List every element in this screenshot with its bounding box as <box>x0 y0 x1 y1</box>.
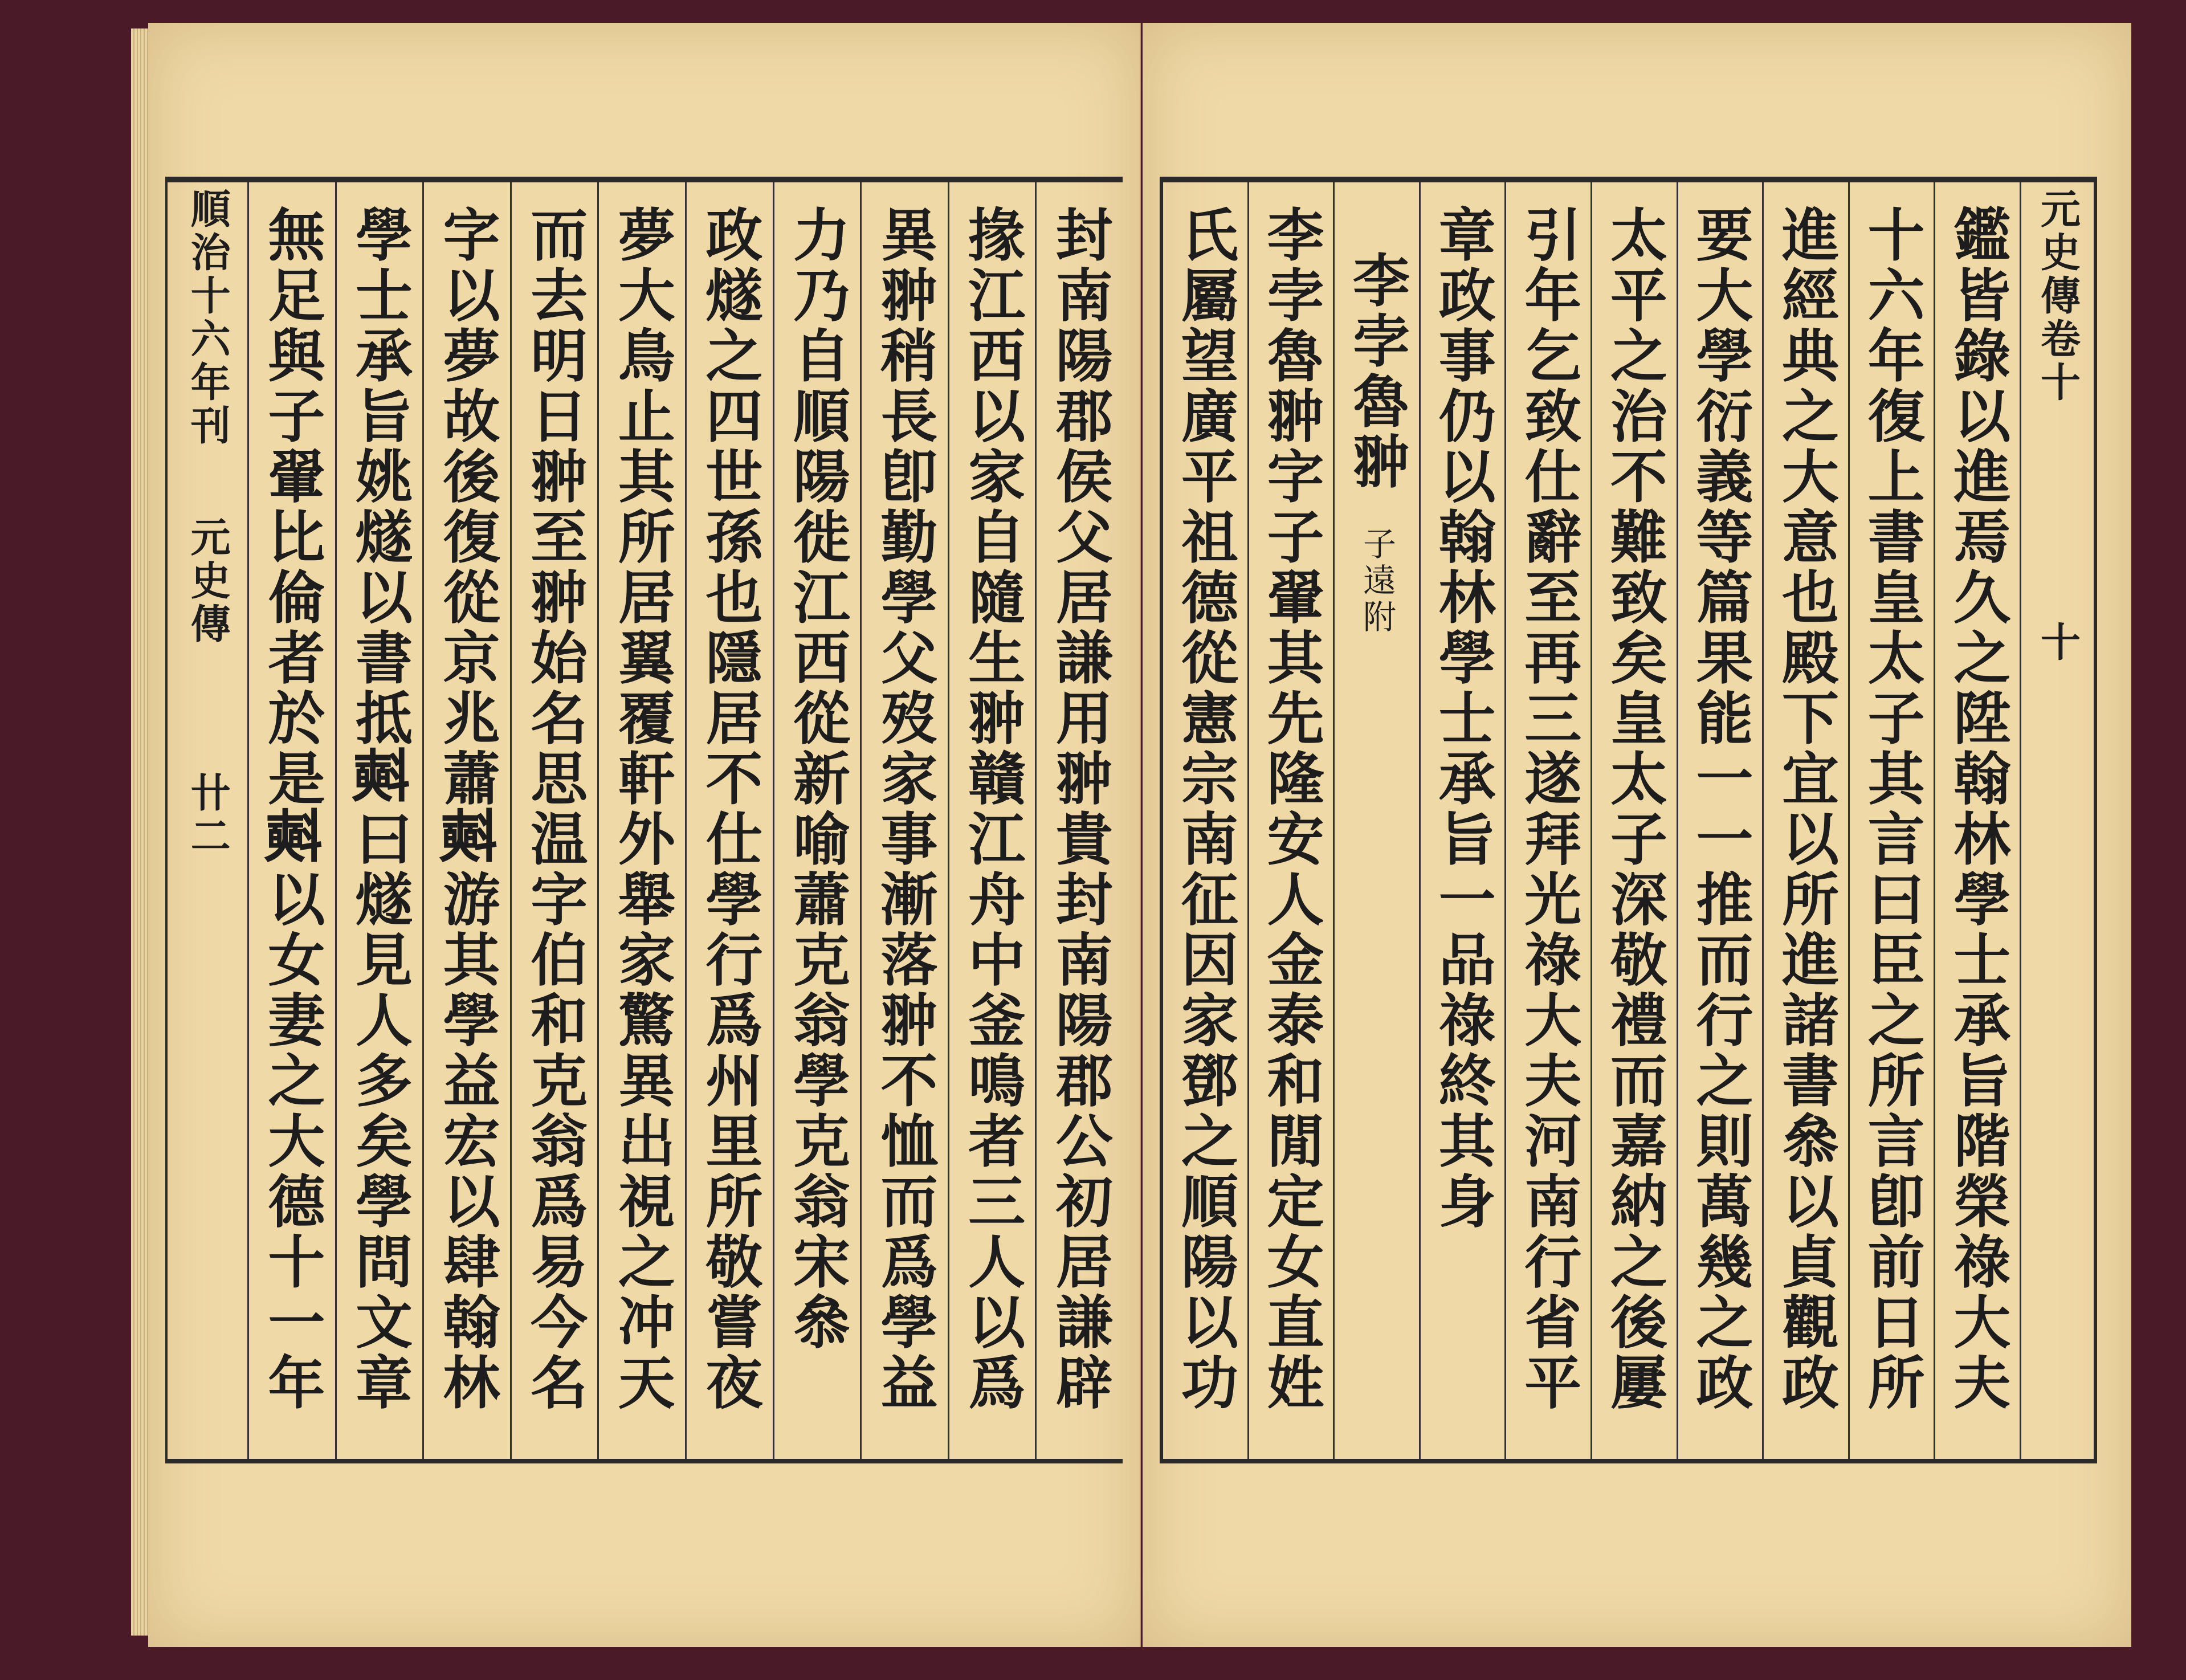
left-col-9: 學士承旨姚燧以書抵𣂏曰燧見人多矣學問文章 <box>335 182 423 1459</box>
left-text-frame <box>165 177 1123 1463</box>
left-col-4: 力乃自順陽徙江西從新喻蕭克翁學克翁宋叅 <box>773 182 860 1459</box>
left-margin-strip <box>168 182 247 1459</box>
right-col-10: 氏屬望廣平祖德從憲宗南征因家鄧之順陽以功 <box>1171 205 1239 1413</box>
left-col-10: 無足與子翬比倫者於是𣂏以女妻之大德十一年 <box>247 182 335 1459</box>
right-col-4: 要大學衍義等篇果能一一推而行之則萬幾之政 <box>1677 182 1763 1459</box>
biography-heading: 李孛魯翀 <box>1343 251 1411 492</box>
right-col-3: 進經典之大意也殿下宜以所進諸書叅以貞觀政 <box>1762 182 1848 1459</box>
left-page-number: 卄二 <box>184 772 232 858</box>
left-page <box>148 23 1141 1647</box>
right-page <box>1143 23 2131 1647</box>
edition-mark: 順治十六年刊 <box>184 188 232 448</box>
right-col-6: 引年乞致仕辭至再三遂拜光祿大夫河南行省平 <box>1504 182 1590 1459</box>
left-col-6: 夢大鳥止其所居翼覆軒外舉家驚異出視之冲天 <box>597 182 685 1459</box>
right-col-heading <box>1333 182 1419 1459</box>
right-col-7: 章政事仍以翰林學士承旨一品祿終其身 <box>1419 182 1505 1459</box>
right-page-number: 十 <box>2034 621 2082 664</box>
right-col-9: 李孛魯翀字子翬其先隆安人金泰和閒定女直姓 <box>1247 182 1333 1459</box>
right-col-5: 太平之治不難致矣皇太子深敬禮而嘉納之後屢 <box>1590 182 1677 1459</box>
right-margin-title: 元史傳卷十 <box>2034 188 2082 405</box>
right-col-2: 十六年復上書皇太子其言曰臣之所言卽前日所 <box>1848 182 1934 1459</box>
right-margin-strip <box>2020 182 2094 1459</box>
left-col-1: 封南陽郡侯父居謙用翀貴封南陽郡公初居謙辟 <box>1035 182 1123 1459</box>
right-columns <box>1163 182 2094 1459</box>
left-margin-title: 元史傳 <box>184 516 232 646</box>
right-text-frame <box>1160 177 2097 1463</box>
appended-note: 子遠附 <box>1357 527 1397 636</box>
left-col-8: 字以夢故後復從京兆蕭𣂏游其學益宏以肆翰林 <box>422 182 510 1459</box>
left-col-5: 政燧之四世孫也隱居不仕學行爲州里所敬嘗夜 <box>685 182 773 1459</box>
right-col-1: 鑑皆錄以進焉久之陞翰林學士承旨階榮祿大夫 <box>1934 182 2020 1459</box>
left-columns <box>168 182 1123 1459</box>
left-col-7: 而去明日翀至翀始名思温字伯和克翁爲易今名 <box>510 182 598 1459</box>
left-col-2: 掾江西以家自隨生翀贛江舟中釜鳴者三人以爲 <box>948 182 1035 1459</box>
left-col-3: 異翀稍長卽勤學父歿家事漸落翀不恤而爲學益 <box>860 182 948 1459</box>
open-book <box>148 23 2131 1647</box>
